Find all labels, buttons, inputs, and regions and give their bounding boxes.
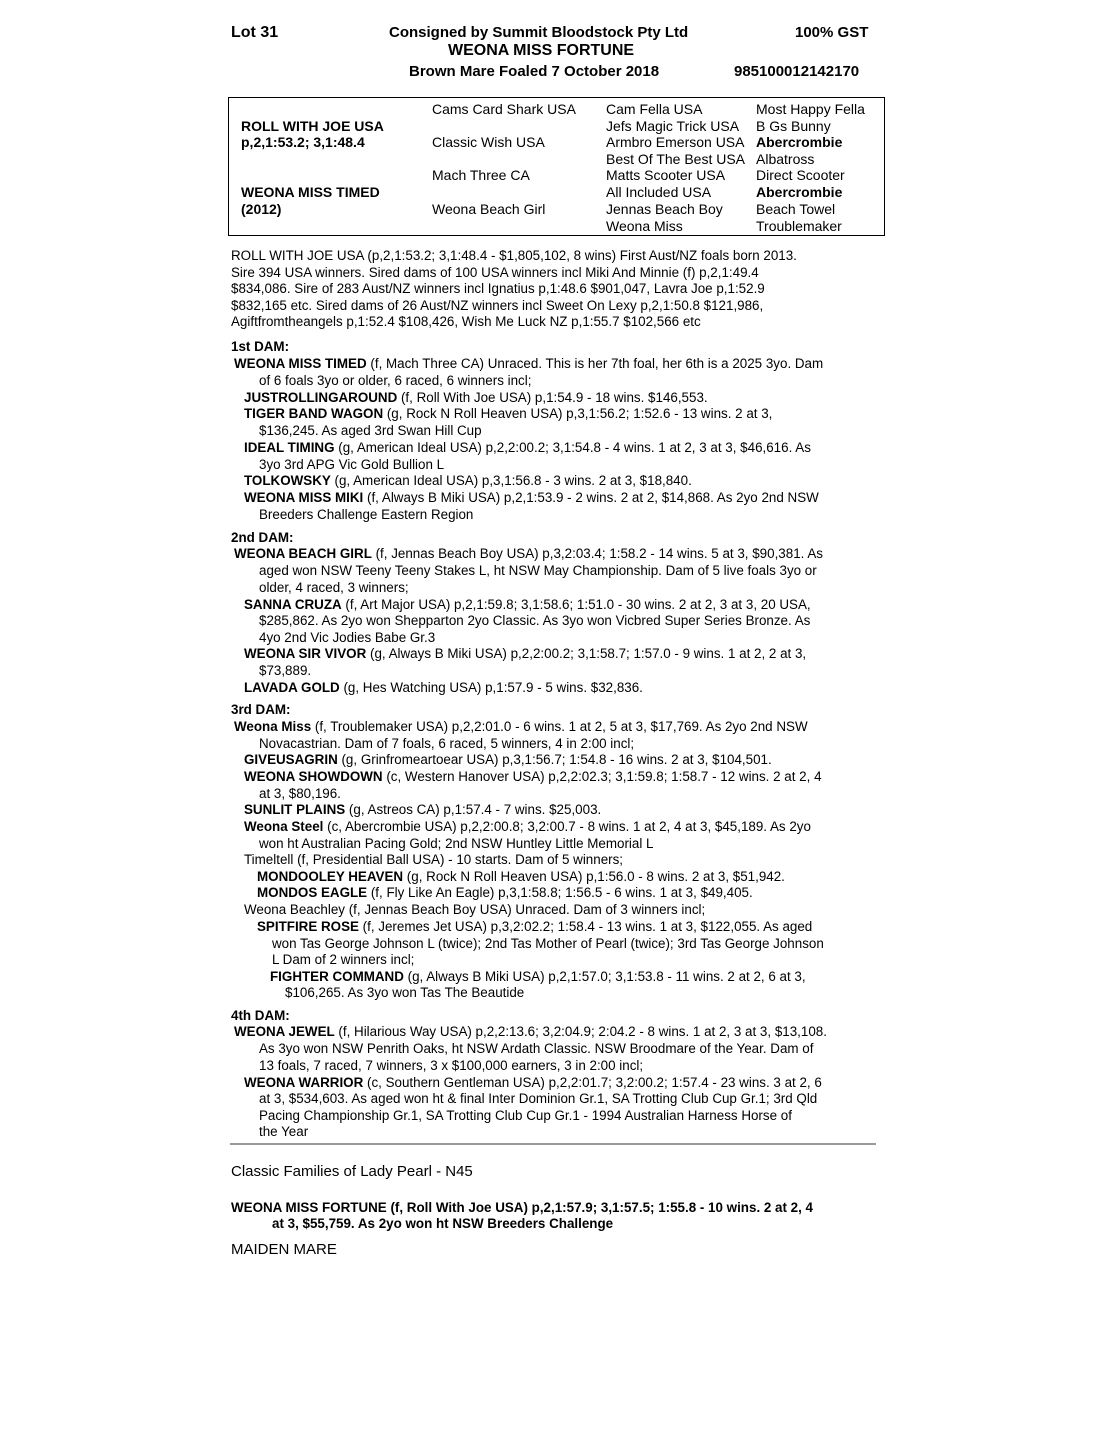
pedigree-gen3: All Included USA [606, 184, 712, 200]
status-label: MAIDEN MARE [231, 1241, 337, 1258]
pedigree-gen3: Armbro Emerson USA [606, 134, 745, 150]
pedigree-gen3: Cam Fella USA [606, 101, 703, 117]
lot-number: Lot 31 [231, 24, 279, 41]
horse-name: WEONA MISS FORTUNE [448, 42, 635, 59]
dam3-line: L Dam of 2 winners incl; [272, 952, 415, 967]
gst-label: 100% GST [795, 24, 869, 41]
sire-summary-line: $832,165 etc. Sired dams of 26 Aust/NZ winners incl Sweet On Lexy p,2,1:50.8 $121,986, [231, 298, 764, 313]
horse-description: Brown Mare Foaled 7 October 2018 [409, 63, 660, 80]
pedigree-gen2: Classic Wish USA [432, 134, 545, 150]
pedigree-gen4: Most Happy Fella [756, 101, 865, 117]
dam2-line: aged won NSW Teeny Teeny Stakes L, ht NSW May Championship. Dam of 5 live foals 3yo or [259, 563, 817, 578]
pedigree-gen3: Best Of The Best USA [606, 151, 746, 167]
pedigree-gen3: Jennas Beach Boy [606, 201, 723, 217]
dam2-line: $73,889. [259, 663, 312, 678]
dam1-line: JUSTROLLINGAROUND (f, Roll With Joe USA) p,1:54.9 - 18 wins. $146,553. [244, 390, 708, 405]
sire-summary-line: Sire 394 USA winners. Sired dams of 100 USA winners incl Miki And Minnie (f) p,2,1:49.4 [231, 265, 759, 280]
pedigree-gen4: B Gs Bunny [756, 118, 831, 134]
dam2-heading: 2nd DAM: [231, 530, 294, 545]
pedigree-gen2: Cams Card Shark USA [432, 101, 576, 117]
pedigree-gen4: Abercrombie [756, 134, 843, 150]
dam3-line: MONDOOLEY HEAVEN (g, Rock N Roll Heaven USA) p,1:56.0 - 8 wins. 2 at 3, $51,942. [257, 869, 785, 884]
pedigree-gen2: Weona Beach Girl [432, 201, 546, 217]
dam2-line: SANNA CRUZA (f, Art Major USA) p,2,1:59.8; 3,1:58.6; 1:51.0 - 30 wins. 2 at 2, 3 at 3, 20 USA, [244, 597, 811, 612]
dam1-heading: 1st DAM: [231, 339, 290, 354]
pedigree-gen3: Matts Scooter USA [606, 167, 726, 183]
dam1-line: $136,245. As aged 3rd Swan Hill Cup [259, 423, 482, 438]
pedigree-gen4: Beach Towel [756, 201, 836, 217]
dam3-line: won ht Australian Pacing Gold; 2nd NSW Huntley Little Memorial L [259, 836, 654, 851]
microchip-number: 985100012142170 [734, 63, 860, 80]
dam3-line: $106,265. As 3yo won Tas The Beautide [285, 985, 525, 1000]
dam3-line: SUNLIT PLAINS (g, Astreos CA) p,1:57.4 - 7 wins. $25,003. [244, 802, 602, 817]
dam1-line: 3yo 3rd APG Vic Gold Bullion L [259, 457, 445, 472]
pedigree-gen4: Albatross [756, 151, 815, 167]
pedigree-sire-record: p,2,1:53.2; 3,1:48.4 [241, 134, 365, 150]
dam3-line: MONDOS EAGLE (f, Fly Like An Eagle) p,3,1:58.8; 1:56.5 - 6 wins. 1 at 3, $49,405. [257, 885, 753, 900]
dam1-line: TOLKOWSKY (g, American Ideal USA) p,3,1:56.8 - 3 wins. 2 at 3, $18,840. [244, 473, 692, 488]
dam3-line: at 3, $80,196. [259, 786, 341, 801]
pedigree-gen4: Direct Scooter [756, 167, 845, 183]
pedigree-gen4: Abercrombie [756, 184, 843, 200]
dam2-line: $285,862. As 2yo won Shepparton 2yo Classic. As 3yo won Vicbred Super Series Bronze. As [259, 613, 811, 628]
race-record-line-1: WEONA MISS FORTUNE (f, Roll With Joe USA) p,2,1:57.9; 3,1:57.5; 1:55.8 - 10 wins. 2 at 2, 4 [231, 1200, 814, 1215]
pedigree-dam-year: (2012) [241, 201, 282, 217]
dam3-line: Novacastrian. Dam of 7 foals, 6 raced, 5 winners, 4 in 2:00 incl; [259, 736, 635, 751]
dam2-line: WEONA BEACH GIRL (f, Jennas Beach Boy USA) p,3,2:03.4; 1:58.2 - 14 wins. 5 at 3, $90,381. As [234, 546, 823, 561]
dam3-line: Timeltell (f, Presidential Ball USA) - 10 starts. Dam of 5 winners; [244, 852, 624, 867]
dam1-line: Breeders Challenge Eastern Region [259, 507, 474, 522]
consignor: Consigned by Summit Bloodstock Pty Ltd [389, 24, 689, 41]
section-divider [230, 1143, 876, 1145]
dam3-line: Weona Miss (f, Troublemaker USA) p,2,2:01.0 - 6 wins. 1 at 2, 5 at 3, $17,769. As 2yo 2nd NSW [234, 719, 808, 734]
dam3-line: Weona Steel (c, Abercrombie USA) p,2,2:00.8; 3,2:00.7 - 8 wins. 1 at 2, 4 at 3, $45,189. As 2yo [244, 819, 811, 834]
dam3-line: Weona Beachley (f, Jennas Beach Boy USA) Unraced. Dam of 3 winners incl; [244, 902, 706, 917]
pedigree-dam: WEONA MISS TIMED [241, 184, 380, 200]
dam4-line: WEONA WARRIOR (c, Southern Gentleman USA) p,2,2:01.7; 3,2:00.2; 1:57.4 - 23 wins. 3 at 2, 6 [244, 1075, 822, 1090]
dam3-line: GIVEUSAGRIN (g, Grinfromeartoear USA) p,3,1:56.7; 1:54.8 - 16 wins. 2 at 3, $104,501. [244, 752, 772, 767]
pedigree-gen3: Jefs Magic Trick USA [606, 118, 740, 134]
dam3-line: FIGHTER COMMAND (g, Always B Miki USA) p,2,1:57.0; 3,1:53.8 - 11 wins. 2 at 2, 6 at 3, [270, 969, 806, 984]
dam1-line: WEONA MISS TIMED (f, Mach Three CA) Unraced. This is her 7th foal, her 6th is a 2025 3yo. Dam [234, 356, 824, 371]
sire-summary-line: $834,086. Sire of 283 Aust/NZ winners incl Ignatius p,1:48.6 $901,047, Lavra Joe p,1:52.9 [231, 281, 765, 296]
dam3-heading: 3rd DAM: [231, 702, 291, 717]
dam3-line: SPITFIRE ROSE (f, Jeremes Jet USA) p,3,2:02.2; 1:58.4 - 13 wins. 1 at 3, $122,055. As aged [257, 919, 813, 934]
dam4-line: at 3, $534,603. As aged won ht & final Inter Dominion Gr.1, SA Trotting Club Cup Gr.1; 3rd Qld [259, 1091, 818, 1106]
pedigree-sire: ROLL WITH JOE USA [241, 118, 384, 134]
dam1-line: TIGER BAND WAGON (g, Rock N Roll Heaven USA) p,3,1:56.2; 1:52.6 - 13 wins. 2 at 3, [244, 406, 773, 421]
dam1-line: IDEAL TIMING (g, American Ideal USA) p,2,2:00.2; 3,1:54.8 - 4 wins. 1 at 2, 3 at 3, $46,616. As [244, 440, 811, 455]
dam4-line: As 3yo won NSW Penrith Oaks, ht NSW Ardath Classic. NSW Broodmare of the Year. Dam of [259, 1041, 814, 1056]
dam4-line: WEONA JEWEL (f, Hilarious Way USA) p,2,2:13.6; 3,2:04.9; 2:04.2 - 8 wins. 1 at 2, 3 at 3, $13,108. [234, 1024, 827, 1039]
dam4-line: Pacing Championship Gr.1, SA Trotting Club Cup Gr.1 - 1994 Australian Harness Horse of [259, 1108, 792, 1123]
sire-summary-line: ROLL WITH JOE USA (p,2,1:53.2; 3,1:48.4 - $1,805,102, 8 wins) First Aust/NZ foals born 2013. [231, 248, 797, 263]
dam3-line: WEONA SHOWDOWN (c, Western Hanover USA) p,2,2:02.3; 3,1:59.8; 1:58.7 - 12 wins. 2 at 2, 4 [244, 769, 822, 784]
dam4-line: 13 foals, 7 raced, 7 winners, 3 x $100,000 earners, 3 in 2:00 incl; [259, 1058, 644, 1073]
dam2-line: older, 4 raced, 3 winners; [259, 580, 409, 595]
pedigree-gen3: Weona Miss [606, 218, 683, 234]
sire-summary-line: Agiftfromtheangels p,1:52.4 $108,426, Wish Me Luck NZ p,1:55.7 $102,566 etc [231, 314, 701, 329]
dam1-line: of 6 foals 3yo or older, 6 raced, 6 winners incl; [259, 373, 532, 388]
family-heading: Classic Families of Lady Pearl - N45 [231, 1163, 473, 1180]
dam4-heading: 4th DAM: [231, 1008, 290, 1023]
dam4-line: the Year [259, 1124, 309, 1139]
pedigree-gen4: Troublemaker [756, 218, 842, 234]
dam2-line: WEONA SIR VIVOR (g, Always B Miki USA) p,2,2:00.2; 3,1:58.7; 1:57.0 - 9 wins. 1 at 2, 2 at 3, [244, 646, 807, 661]
dam2-line: 4yo 2nd Vic Jodies Babe Gr.3 [259, 630, 436, 645]
dam1-line: WEONA MISS MIKI (f, Always B Miki USA) p,2,1:53.9 - 2 wins. 2 at 2, $14,868. As 2yo 2nd NSW [244, 490, 819, 505]
pedigree-gen2: Mach Three CA [432, 167, 530, 183]
dam2-line: LAVADA GOLD (g, Hes Watching USA) p,1:57.9 - 5 wins. $32,836. [244, 680, 643, 695]
race-record-line-2: at 3, $55,759. As 2yo won ht NSW Breeders Challenge [272, 1216, 614, 1231]
dam3-line: won Tas George Johnson L (twice); 2nd Tas Mother of Pearl (twice); 3rd Tas George Johnson [272, 936, 824, 951]
